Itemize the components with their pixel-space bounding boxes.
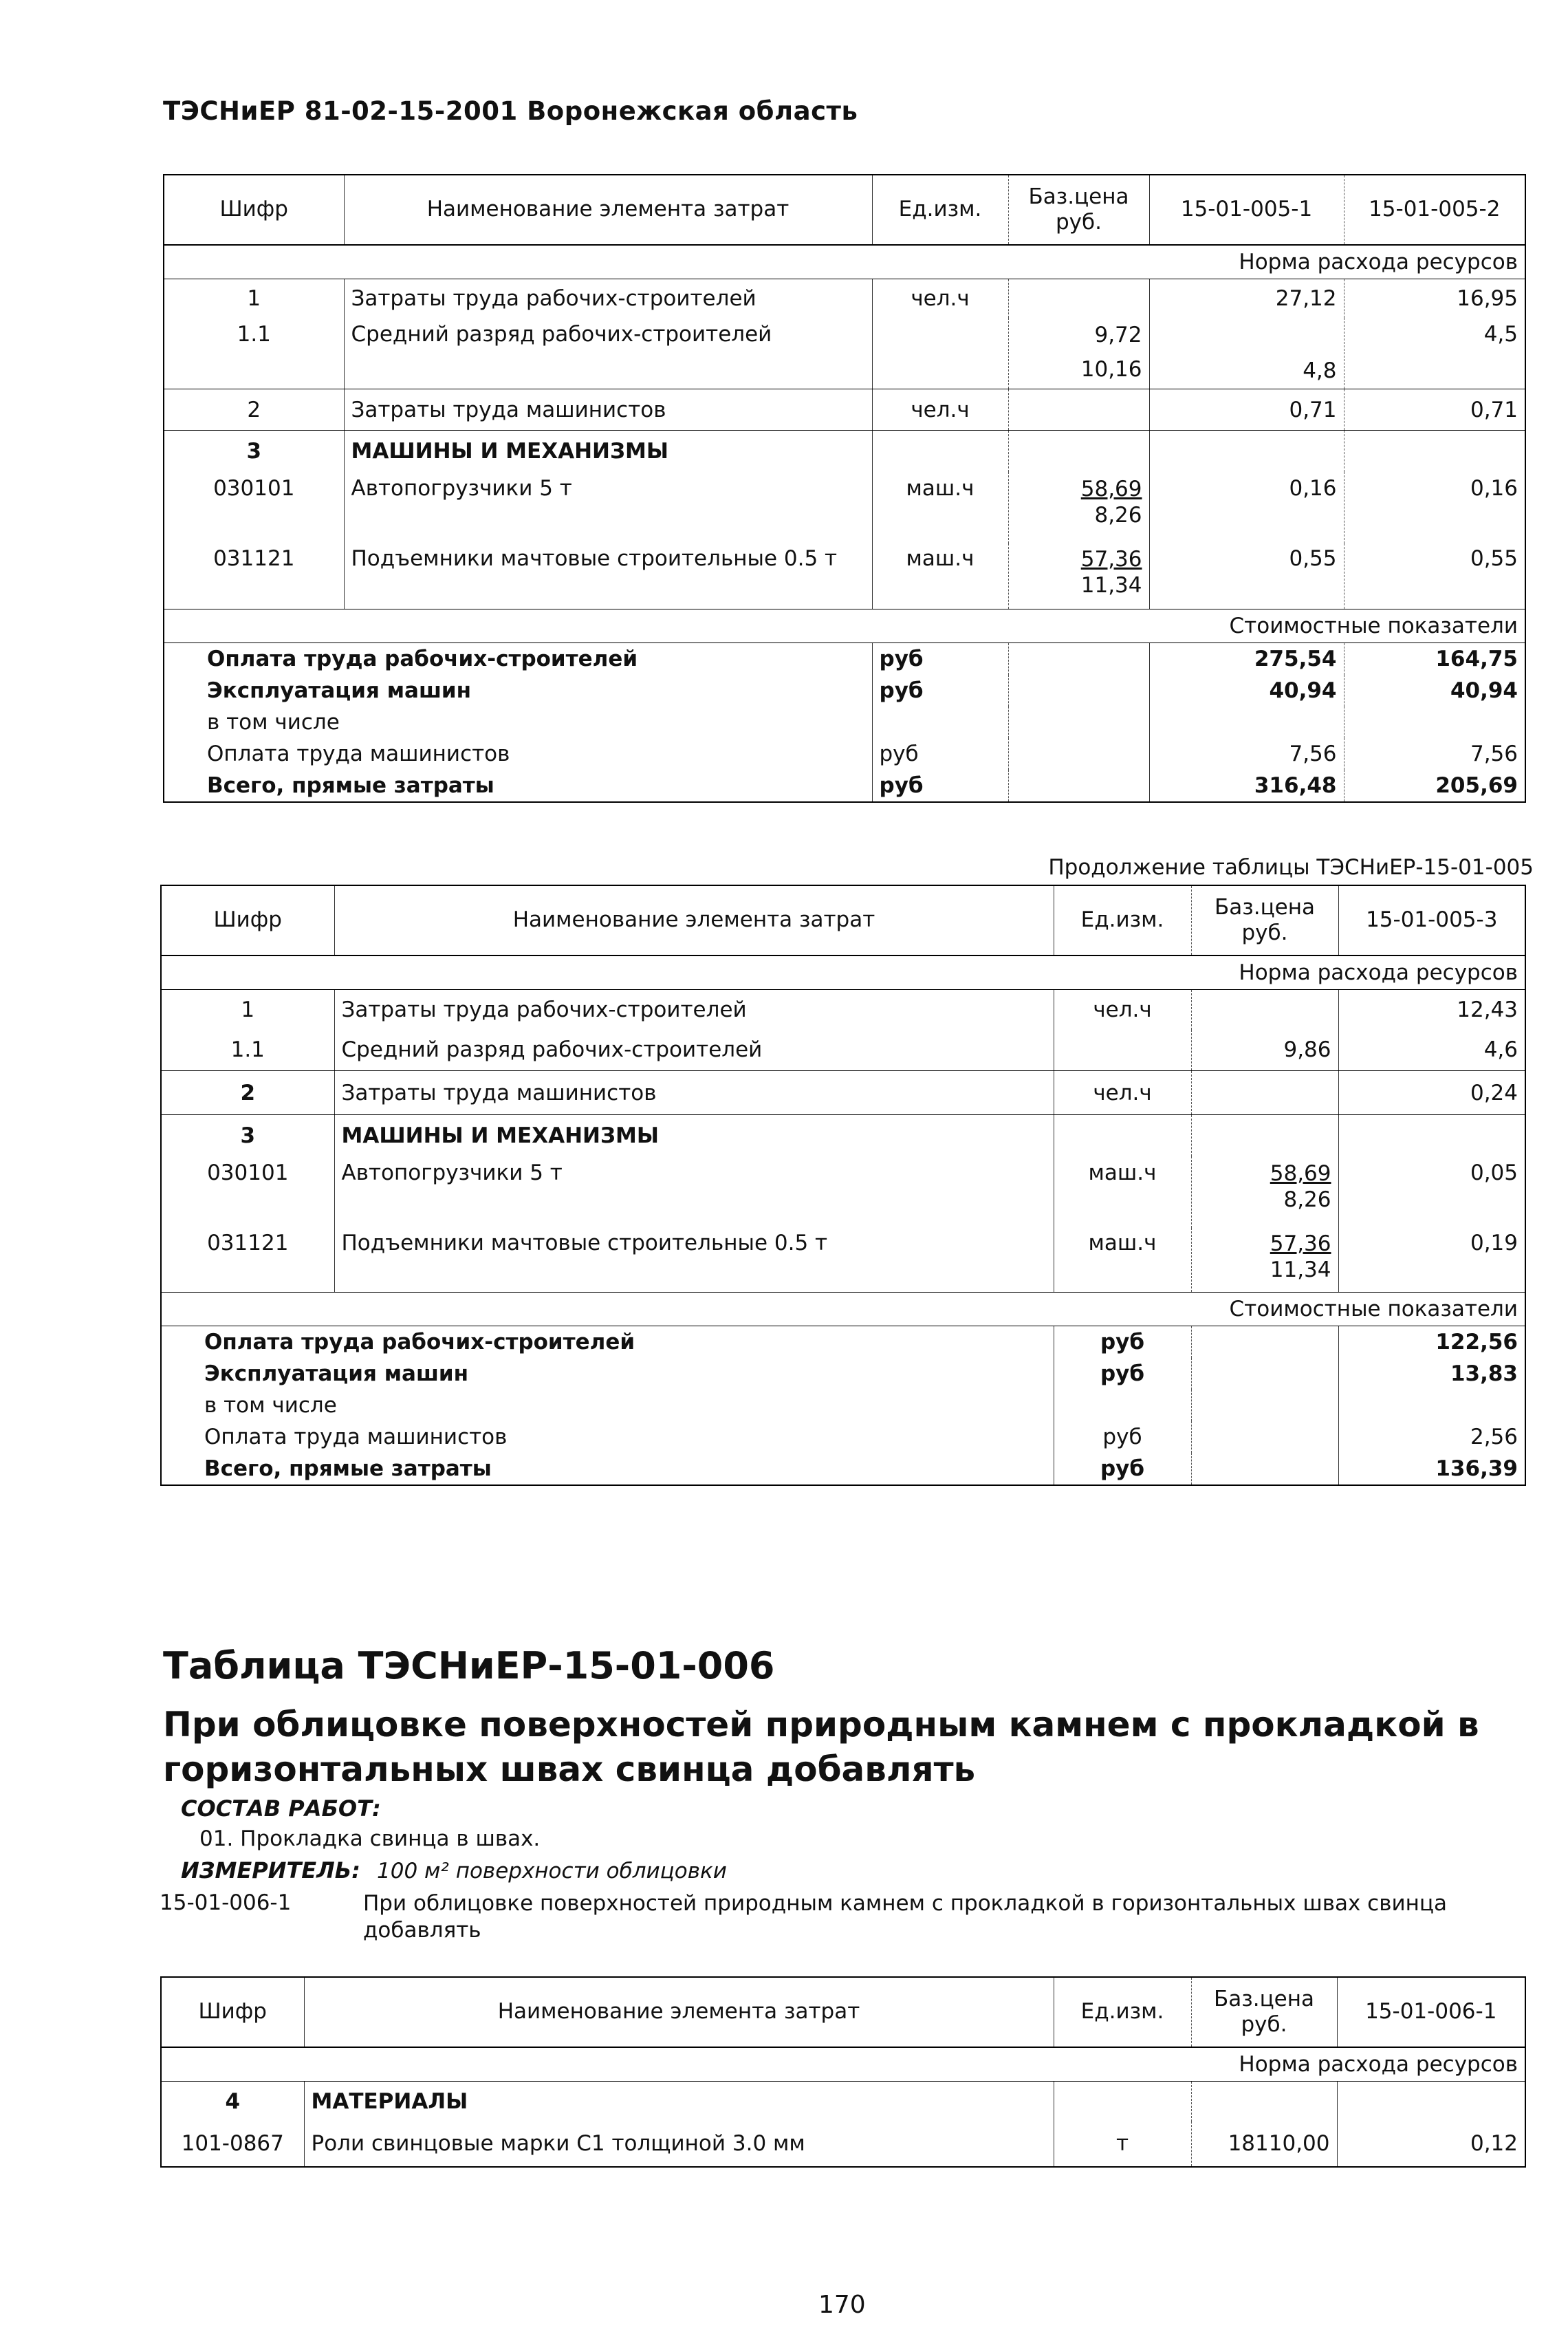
row-code: 3 (246, 438, 262, 464)
table-row (164, 543, 1525, 609)
page-number: 170 (818, 2291, 866, 2319)
table-continuation-caption: Продолжение таблицы ТЭСНиЕР-15-01-005 (1048, 855, 1534, 880)
row-value-1: 0,19 (1338, 1228, 1525, 1293)
summary-row (164, 643, 1525, 676)
price-primary: 58,69 (1270, 1160, 1331, 1186)
table-row (161, 1071, 1525, 1115)
row-code: 1.1 (161, 1030, 334, 1071)
row-value-1: 0,12 (1337, 2121, 1525, 2167)
row-name: Затраты труда рабочих-строителей (344, 279, 872, 318)
row-unit: чел.ч (1054, 1071, 1191, 1115)
row-value-2: 0,55 (1344, 543, 1525, 609)
summary-value-2: 40,94 (1344, 675, 1525, 706)
row-value-1: 27,12 (1149, 279, 1344, 318)
row-value-1: 0,05 (1338, 1156, 1525, 1228)
col-header-15-01-006-1: 15-01-006-1 (1337, 1977, 1525, 2047)
col-header-price: Баз.цена руб. (1008, 175, 1149, 245)
work-composition-label: СОСТАВ РАБОТ: (181, 1795, 381, 1822)
summary-unit: руб (1054, 1326, 1191, 1359)
col-header-price: Баз.цена руб. (1191, 885, 1338, 955)
summary-value-1: 13,83 (1338, 1358, 1525, 1390)
table-row (164, 472, 1525, 543)
row-code: 030101 (213, 475, 295, 501)
summary-row (161, 1453, 1525, 1485)
measure-label: ИЗМЕРИТЕЛЬ: (181, 1857, 360, 1883)
col-header-name: Наименование элемента затрат (344, 175, 872, 245)
band-norm-row (164, 245, 1525, 279)
row-value-2: 4,5 (1344, 318, 1525, 389)
row-unit: т (1054, 2121, 1191, 2167)
row-name: Автопогрузчики 5 т (344, 472, 872, 543)
table-row (161, 1115, 1525, 1156)
row-code: 2 (161, 1071, 334, 1115)
row-price (1008, 543, 1149, 609)
col-header-code: Шифр (164, 175, 344, 245)
summary-value-2: 164,75 (1344, 643, 1525, 676)
band-norm-row (161, 2047, 1525, 2082)
summary-unit: руб (1054, 1421, 1191, 1453)
summary-value-1: 316,48 (1149, 770, 1344, 802)
summary-value-1: 122,56 (1338, 1326, 1525, 1359)
resource-table-15-01-006 (160, 1976, 1526, 2168)
row-name: МАТЕРИАЛЫ (304, 2082, 1054, 2121)
row-unit: маш.ч (1054, 1156, 1191, 1228)
row-price (1008, 389, 1149, 431)
row-price (1008, 318, 1149, 389)
value-secondary: 4,8 (1303, 358, 1337, 384)
row-code: 1.1 (164, 318, 344, 389)
summary-unit: руб (872, 643, 1008, 676)
row-name: Средний разряд рабочих-строителей (334, 1030, 1054, 1071)
row-unit: маш.ч (1054, 1228, 1191, 1293)
summary-value-1: 136,39 (1338, 1453, 1525, 1485)
band-cost: Стоимостные показатели (164, 609, 1525, 643)
summary-name: Оплата труда рабочих-строителей (204, 1330, 635, 1354)
price-primary: 58,69 (1080, 476, 1142, 501)
price-secondary: 11,34 (1270, 1257, 1331, 1283)
summary-value-1: 2,56 (1338, 1421, 1525, 1453)
col-header-name: Наименование элемента затрат (334, 885, 1054, 955)
summary-name: в том числе (204, 1393, 337, 1418)
row-name: Затраты труда машинистов (344, 389, 872, 431)
table-row (161, 2082, 1525, 2121)
row-price (1191, 1228, 1338, 1293)
summary-value-2: 205,69 (1344, 770, 1525, 802)
row-value-1 (1149, 318, 1344, 389)
summary-unit: руб (872, 738, 1008, 770)
section-title: Таблица ТЭСНиЕР-15-01-006 (163, 1644, 775, 1687)
row-unit: чел.ч (872, 389, 1008, 431)
row-code: 031121 (164, 543, 344, 609)
row-code: 030101 (207, 1160, 289, 1185)
table-row (161, 1156, 1525, 1228)
row-name: Автопогрузчики 5 т (334, 1156, 1054, 1228)
band-cost: Стоимостные показатели (161, 1293, 1525, 1326)
table-header-row (164, 175, 1525, 245)
table-row (164, 389, 1525, 431)
col-header-code: Шифр (161, 885, 334, 955)
table-row (164, 279, 1525, 318)
summary-value-1: 40,94 (1149, 675, 1344, 706)
price-primary: 57,36 (1270, 1231, 1331, 1256)
col-header-unit: Ед.изм. (872, 175, 1008, 245)
row-unit: маш.ч (872, 472, 1008, 543)
price-secondary: 8,26 (1094, 503, 1142, 528)
col-header-code: Шифр (161, 1977, 304, 2047)
band-cost-row (164, 609, 1525, 643)
summary-name: Оплата труда рабочих-строителей (207, 647, 638, 671)
row-price: 18110,00 (1191, 2121, 1337, 2167)
band-norm: Норма расхода ресурсов (161, 955, 1525, 990)
row-value-1: 0,55 (1149, 543, 1344, 609)
row-value-1: 0,71 (1149, 389, 1344, 431)
summary-value-1: 7,56 (1149, 738, 1344, 770)
summary-row (161, 1421, 1525, 1453)
row-value-1: 0,16 (1149, 472, 1344, 543)
row-name: МАШИНЫ И МЕХАНИЗМЫ (344, 431, 872, 472)
row-code: 3 (240, 1123, 256, 1148)
row-name: Подъемники мачтовые строительные 0.5 т (344, 543, 872, 609)
price-secondary: 11,34 (1080, 573, 1142, 598)
summary-row (164, 675, 1525, 706)
col-header-price: Баз.цена руб. (1191, 1977, 1337, 2047)
row-name: Подъемники мачтовые строительные 0.5 т (334, 1228, 1054, 1293)
band-norm-row (161, 955, 1525, 990)
table-row (161, 1030, 1525, 1071)
resource-table-15-01-005-part1 (163, 174, 1526, 803)
row-value-2: 0,16 (1344, 472, 1525, 543)
row-name: Роли свинцовые марки С1 толщиной 3.0 мм (304, 2121, 1054, 2167)
summary-unit: руб (872, 675, 1008, 706)
row-unit: чел.ч (872, 279, 1008, 318)
col-header-15-01-005-1: 15-01-005-1 (1149, 175, 1344, 245)
row-name: Затраты труда рабочих-строителей (334, 990, 1054, 1030)
row-value-2: 0,71 (1344, 389, 1525, 431)
summary-name: Всего, прямые затраты (204, 1456, 492, 1481)
col-header-15-01-005-3: 15-01-005-3 (1338, 885, 1525, 955)
row-code: 1 (241, 997, 255, 1022)
table-row (161, 2121, 1525, 2167)
table-row (161, 990, 1525, 1030)
table-header-row (161, 885, 1525, 955)
table-header-row (161, 1977, 1525, 2047)
document-header: ТЭСНиЕР 81-02-15-2001 Воронежская область (163, 96, 858, 126)
summary-unit: руб (872, 770, 1008, 802)
table-row (161, 1228, 1525, 1293)
row-price (1191, 1156, 1338, 1228)
row-name: Затраты труда машинистов (334, 1071, 1054, 1115)
summary-row (164, 770, 1525, 802)
row-name: МАШИНЫ И МЕХАНИЗМЫ (334, 1115, 1054, 1156)
row-price (1191, 1071, 1338, 1115)
summary-name: Всего, прямые затраты (207, 773, 494, 798)
row-name: Средний разряд рабочих-строителей (344, 318, 872, 389)
section-subtitle: При облицовке поверхностей природным камнем с прокладкой в горизонтальных швах свинца добавлять (163, 1705, 1479, 1789)
price-primary: 9,72 (1094, 322, 1142, 347)
row-value-1: 0,24 (1338, 1071, 1525, 1115)
row-unit (872, 318, 1008, 389)
price-primary: 57,36 (1080, 546, 1142, 572)
row-value-1: 4,6 (1338, 1030, 1525, 1071)
row-code: 2 (164, 389, 344, 431)
row-unit: маш.ч (872, 543, 1008, 609)
band-cost-row (161, 1293, 1525, 1326)
col-header-unit: Ед.изм. (1054, 885, 1191, 955)
row-value-2: 16,95 (1344, 279, 1525, 318)
row-price (1008, 279, 1149, 318)
norm-code: 15-01-006-1 (160, 1890, 292, 1915)
col-header-15-01-005-2: 15-01-005-2 (1344, 175, 1525, 245)
row-unit (1054, 1030, 1191, 1071)
price-secondary: 8,26 (1283, 1187, 1331, 1213)
row-value-1: 12,43 (1338, 990, 1525, 1030)
summary-name: Эксплуатация машин (204, 1361, 469, 1386)
summary-unit: руб (1054, 1453, 1191, 1485)
summary-value-2: 7,56 (1344, 738, 1525, 770)
row-unit: чел.ч (1054, 990, 1191, 1030)
row-code: 031121 (161, 1228, 334, 1293)
summary-row (161, 1358, 1525, 1390)
table-row (164, 431, 1525, 472)
summary-name: в том числе (207, 710, 340, 735)
summary-value-1: 275,54 (1149, 643, 1344, 676)
summary-name: Оплата труда машинистов (207, 742, 510, 766)
row-code: 1 (247, 285, 261, 311)
row-price: 9,86 (1191, 1030, 1338, 1071)
summary-row (164, 738, 1525, 770)
summary-name: Оплата труда машинистов (204, 1425, 508, 1449)
band-norm: Норма расхода ресурсов (164, 245, 1525, 279)
row-price (1008, 472, 1149, 543)
summary-row (164, 706, 1525, 738)
row-code: 4 (225, 2088, 241, 2114)
summary-name: Эксплуатация машин (207, 678, 472, 703)
col-header-name: Наименование элемента затрат (304, 1977, 1054, 2047)
norm-description: При облицовке поверхностей природным камнем с прокладкой в горизонтальных швах свинца добавлять (363, 1891, 1448, 1943)
row-code: 101-0867 (181, 2131, 284, 2156)
summary-row (161, 1326, 1525, 1359)
band-norm: Норма расхода ресурсов (161, 2047, 1525, 2082)
price-secondary: 10,16 (1080, 357, 1142, 382)
col-header-unit: Ед.изм. (1054, 1977, 1191, 2047)
summary-row (161, 1390, 1525, 1421)
work-composition-item: 01. Прокладка свинца в швах. (199, 1826, 541, 1851)
resource-table-15-01-005-part2 (160, 885, 1526, 1486)
row-price (1191, 990, 1338, 1030)
table-row (164, 318, 1525, 389)
summary-unit: руб (1054, 1358, 1191, 1390)
measure-value: 100 м² поверхности облицовки (377, 1859, 727, 1883)
